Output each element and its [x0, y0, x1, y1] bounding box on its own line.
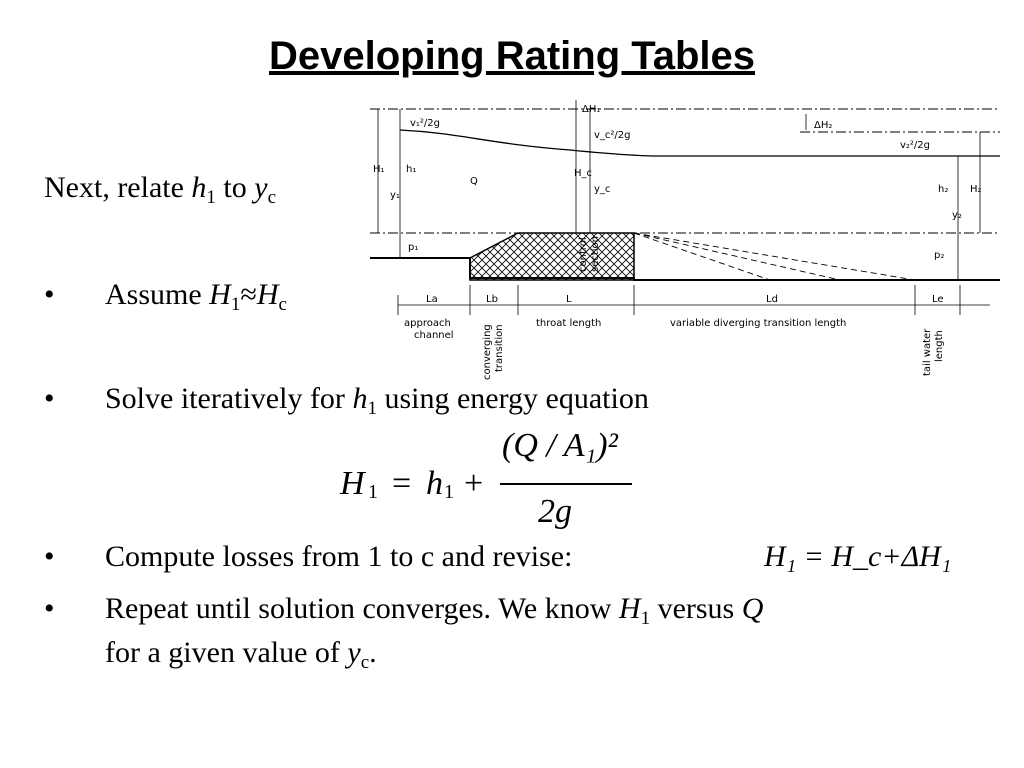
label-length: length [934, 330, 945, 362]
solve-post: using energy equation [376, 382, 649, 415]
bullet-dot-2: • [44, 382, 55, 415]
assume-approx: ≈ [240, 278, 257, 311]
label-tailwater: tail water [922, 328, 933, 376]
solve-h: h [352, 382, 368, 415]
label-approach: approach [404, 318, 451, 329]
label-y1: y₁ [390, 190, 400, 201]
eq-h-sub: 1 [444, 481, 454, 503]
flume-diagram [370, 100, 1000, 382]
diverging-line-3 [634, 233, 770, 280]
channel-bed [370, 258, 1000, 280]
energy-equation [340, 425, 640, 535]
next-relate-line [44, 171, 277, 208]
diverging-line-1 [634, 233, 915, 280]
label-h1: h₁ [406, 164, 417, 175]
label-Le: Le [932, 294, 944, 305]
label-p2: p₂ [934, 250, 945, 261]
label-dH1: ΔH₁ [582, 104, 601, 115]
repeat-end: . [369, 636, 377, 669]
assume-Hc: H [256, 278, 279, 311]
label-channel: channel [414, 330, 454, 341]
label-v2: v₂²/2g [900, 140, 931, 151]
assume-H-sub: 1 [230, 294, 241, 315]
assume-Hc-sub: c [278, 294, 287, 315]
next-y-sub: c [267, 187, 277, 208]
repeat-line2: for a given value of [105, 636, 348, 669]
label-yc: y_c [594, 184, 611, 195]
label-section: section [590, 235, 601, 272]
label-H1: H₁ [373, 164, 385, 175]
eq-h: h [426, 465, 443, 502]
repeat-Q: Q [741, 592, 764, 625]
solve-h-sub: 1 [367, 398, 377, 419]
label-Ld: Ld [766, 294, 778, 305]
bullet-dot-1: • [44, 278, 55, 311]
eq-H: H [340, 465, 365, 502]
repeat-pre: Repeat until solution converges. We know [105, 592, 619, 625]
label-y2: y₂ [952, 210, 962, 221]
label-transition: transition [494, 324, 505, 372]
label-v1: v₁²/2g [410, 118, 441, 129]
bullet-assume [105, 278, 287, 315]
label-control: control [578, 237, 589, 272]
repeat-y-sub: c [360, 652, 370, 673]
eq-equals: = [392, 465, 412, 502]
repeat-H-sub: 1 [640, 608, 651, 629]
eq-H-sub: 1 [368, 481, 378, 503]
next-h-sub: 1 [206, 187, 216, 208]
bullet-dot-3: • [44, 540, 55, 573]
flume-structure [470, 233, 634, 280]
eq-plus: + [464, 465, 484, 502]
slide-title: Developing Rating Tables [269, 34, 755, 78]
label-L: L [566, 294, 572, 305]
label-Hc: H_c [574, 168, 593, 179]
next-y: y [254, 171, 268, 204]
label-h2: h₂ [938, 184, 949, 195]
eq-numerator: (Q / A₁)² [502, 427, 618, 464]
label-dH2: ΔH₂ [814, 120, 833, 131]
next-pre: Next, relate [44, 171, 192, 204]
label-p1: p₁ [408, 242, 419, 253]
fraction-bar [500, 483, 632, 485]
compute-equation: H₁ = H_c+ΔH₁ [764, 540, 952, 573]
repeat-versus: versus [650, 592, 742, 625]
diverging-line-2 [634, 233, 840, 280]
label-converging: converging [482, 324, 493, 380]
next-mid: to [215, 171, 255, 204]
solve-pre: Solve iteratively for [105, 382, 353, 415]
repeat-H: H [618, 592, 641, 625]
eq-denominator: 2g [538, 493, 572, 530]
bullet-repeat-line1 [105, 592, 764, 629]
bullet-dot-4: • [44, 592, 55, 625]
label-La: La [426, 294, 438, 305]
label-throat: throat length [536, 318, 602, 329]
label-Q: Q [470, 176, 478, 187]
repeat-y: y [347, 636, 361, 669]
assume-H: H [209, 278, 231, 311]
label-variable: variable diverging transition length [670, 318, 847, 329]
label-vc: v_c²/2g [594, 130, 631, 141]
label-H2: H₂ [970, 184, 982, 195]
bullet-solve [105, 382, 649, 419]
assume-pre: Assume [105, 278, 210, 311]
bullet-repeat-line2 [105, 636, 377, 673]
bullet-compute: Compute losses from 1 to c and revise: [105, 540, 573, 573]
label-Lb: Lb [486, 294, 498, 305]
next-h: h [191, 171, 207, 204]
